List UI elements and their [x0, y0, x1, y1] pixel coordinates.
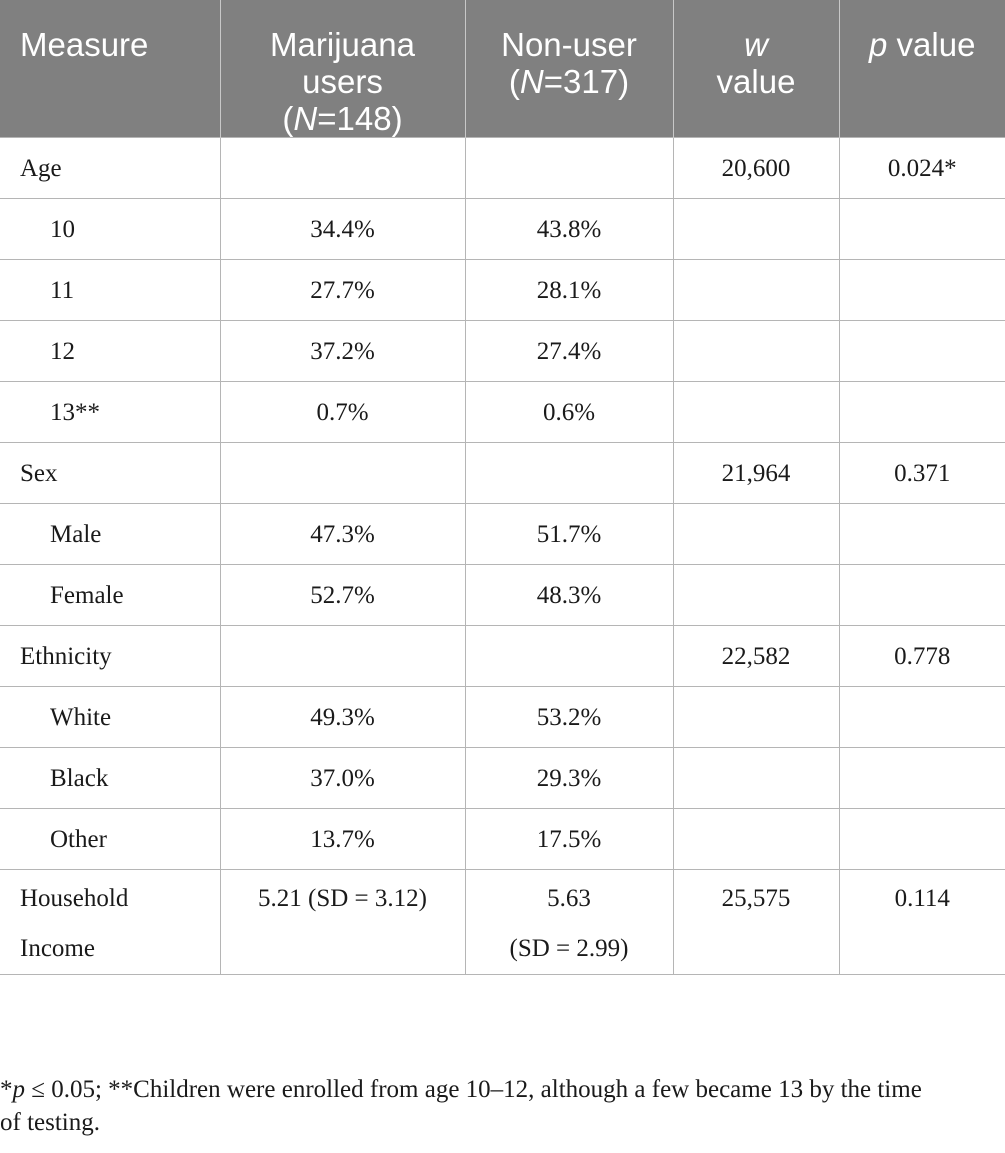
table-row	[0, 199, 1005, 260]
nonusers-cell	[465, 626, 673, 687]
table-row	[0, 504, 1005, 565]
table-row	[0, 443, 1005, 504]
w-value-cell	[673, 687, 839, 748]
p-value-cell	[839, 199, 1005, 260]
p-value-cell	[839, 809, 1005, 870]
row-label: Female	[0, 565, 220, 626]
users-cell: 37.2%	[220, 321, 465, 382]
nonusers-cell: 17.5%	[465, 809, 673, 870]
nonusers-cell: 48.3%	[465, 565, 673, 626]
row-label: 13**	[0, 382, 220, 443]
p-value-cell: 0.114	[839, 870, 1005, 975]
p-value-cell: 0.778	[839, 626, 1005, 687]
users-cell: 49.3%	[220, 687, 465, 748]
p-value-cell	[839, 382, 1005, 443]
nonusers-cell: 43.8%	[465, 199, 673, 260]
p-value-cell	[839, 321, 1005, 382]
table-row	[0, 626, 1005, 687]
table-row-income	[0, 870, 1005, 975]
nonusers-cell	[465, 138, 673, 199]
p-value-cell: 0.024*	[839, 138, 1005, 199]
row-label: Other	[0, 809, 220, 870]
nonusers-cell	[465, 443, 673, 504]
users-cell	[220, 443, 465, 504]
w-value-cell: 22,582	[673, 626, 839, 687]
users-cell	[220, 138, 465, 199]
p-value-cell	[839, 504, 1005, 565]
w-value-cell	[673, 504, 839, 565]
p-value-cell: 0.371	[839, 443, 1005, 504]
users-cell: 0.7%	[220, 382, 465, 443]
nonusers-cell: 53.2%	[465, 687, 673, 748]
header-marijuana-users: Marijuana users (N=148)	[220, 0, 465, 138]
row-label: Male	[0, 504, 220, 565]
row-label: White	[0, 687, 220, 748]
table-row	[0, 260, 1005, 321]
table-body	[0, 138, 1005, 975]
users-cell: 27.7%	[220, 260, 465, 321]
users-cell: 47.3%	[220, 504, 465, 565]
table-row	[0, 138, 1005, 199]
w-value-cell	[673, 382, 839, 443]
row-label: Age	[0, 138, 220, 199]
users-cell: 37.0%	[220, 748, 465, 809]
row-label: 11	[0, 260, 220, 321]
nonusers-cell: 29.3%	[465, 748, 673, 809]
header-row	[0, 0, 1005, 138]
row-label: Black	[0, 748, 220, 809]
header-w-value: w value	[673, 0, 839, 138]
users-cell: 34.4%	[220, 199, 465, 260]
header-p-value: p value	[839, 0, 1005, 138]
w-value-cell	[673, 260, 839, 321]
users-cell: 5.21 (SD = 3.12)	[220, 870, 465, 975]
nonusers-cell: 5.63 (SD = 2.99)	[465, 870, 673, 975]
w-value-cell: 25,575	[673, 870, 839, 975]
p-value-cell	[839, 687, 1005, 748]
w-value-cell	[673, 199, 839, 260]
nonusers-cell: 51.7%	[465, 504, 673, 565]
nonusers-cell: 28.1%	[465, 260, 673, 321]
row-label: Ethnicity	[0, 626, 220, 687]
users-cell: 13.7%	[220, 809, 465, 870]
row-label: Sex	[0, 443, 220, 504]
table-row	[0, 809, 1005, 870]
w-value-cell	[673, 809, 839, 870]
row-label: 10	[0, 199, 220, 260]
w-value-cell: 21,964	[673, 443, 839, 504]
w-value-cell: 20,600	[673, 138, 839, 199]
table-row	[0, 321, 1005, 382]
p-value-cell	[839, 260, 1005, 321]
table-row	[0, 382, 1005, 443]
table-footnote: *p ≤ 0.05; **Children were enrolled from age 10–12, although a few became 13 by the time of testing.	[0, 1076, 922, 1136]
table-row	[0, 748, 1005, 809]
w-value-cell	[673, 321, 839, 382]
table-row	[0, 565, 1005, 626]
w-value-cell	[673, 748, 839, 809]
row-label: Household Income	[0, 870, 220, 975]
nonusers-cell: 0.6%	[465, 382, 673, 443]
p-value-cell	[839, 565, 1005, 626]
table-header	[0, 0, 1005, 138]
p-value-cell	[839, 748, 1005, 809]
table-row	[0, 687, 1005, 748]
users-cell: 52.7%	[220, 565, 465, 626]
header-measure: Measure	[0, 0, 220, 138]
w-value-cell	[673, 565, 839, 626]
users-cell	[220, 626, 465, 687]
nonusers-cell: 27.4%	[465, 321, 673, 382]
row-label: 12	[0, 321, 220, 382]
header-non-user: Non-user (N=317)	[465, 0, 673, 138]
